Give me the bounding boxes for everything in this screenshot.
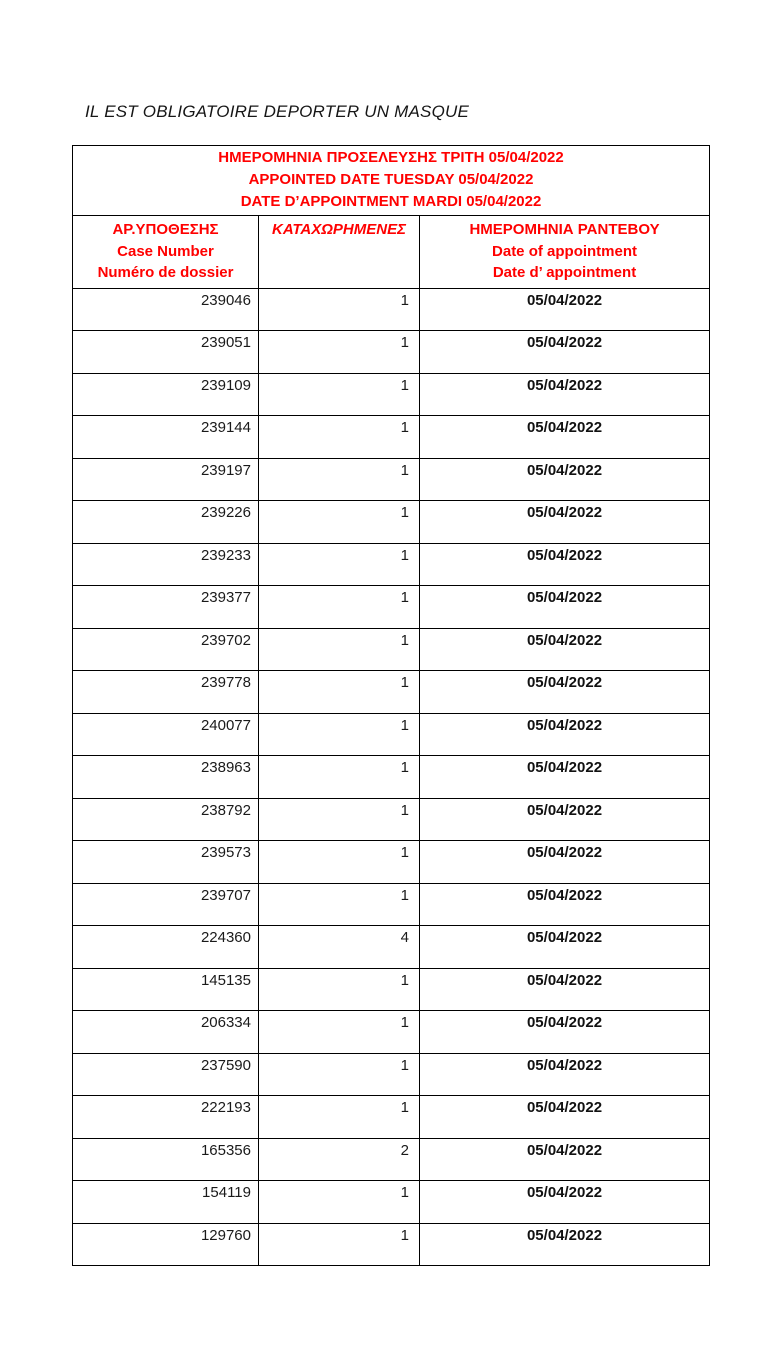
appointment-date-cell: 05/04/2022 [420, 926, 710, 969]
column-header-row [73, 216, 710, 289]
table-row [73, 1181, 710, 1224]
table-row [73, 713, 710, 756]
registered-count-cell: 1 [259, 968, 420, 1011]
appointment-date-cell: 05/04/2022 [420, 501, 710, 544]
table-row [73, 1096, 710, 1139]
case-number-cell: 239197 [73, 458, 259, 501]
case-number-cell: 238963 [73, 756, 259, 799]
appointments-table [72, 145, 710, 1266]
case-number-cell: 240077 [73, 713, 259, 756]
appointment-date-cell: 05/04/2022 [420, 586, 710, 629]
appointment-date-cell: 05/04/2022 [420, 331, 710, 374]
appointment-date-cell: 05/04/2022 [420, 288, 710, 331]
registered-count-cell: 4 [259, 926, 420, 969]
table-row [73, 1138, 710, 1181]
header-line: Case Number [117, 242, 214, 260]
table-row [73, 968, 710, 1011]
case-number-cell: 239233 [73, 543, 259, 586]
banner-line-english: APPOINTED DATE TUESDAY 05/04/2022 [248, 171, 534, 188]
case-number-cell: 239707 [73, 883, 259, 926]
case-number-cell: 224360 [73, 926, 259, 969]
table-row [73, 628, 710, 671]
header-line: ΗΜΕΡΟΜΗΝΙΑ ΡΑΝΤΕΒΟΥ [469, 221, 660, 238]
appointment-date-cell: 05/04/2022 [420, 883, 710, 926]
appointment-date-cell: 05/04/2022 [420, 713, 710, 756]
appointment-date-cell: 05/04/2022 [420, 968, 710, 1011]
table-row [73, 1011, 710, 1054]
case-number-cell: 145135 [73, 968, 259, 1011]
banner-cell [73, 146, 710, 216]
registered-count-cell: 1 [259, 458, 420, 501]
col-header-case-number [73, 216, 259, 289]
registered-count-cell: 1 [259, 1223, 420, 1266]
table-row [73, 416, 710, 459]
case-number-cell: 239377 [73, 586, 259, 629]
banner-line-french: DATE D’APPOINTMENT MARDI 05/04/2022 [240, 193, 542, 210]
registered-count-cell: 1 [259, 883, 420, 926]
appointment-date-cell: 05/04/2022 [420, 543, 710, 586]
registered-count-cell: 1 [259, 798, 420, 841]
case-number-cell: 129760 [73, 1223, 259, 1266]
registered-count-cell: 1 [259, 331, 420, 374]
table-row [73, 373, 710, 416]
table-row [73, 883, 710, 926]
registered-count-cell: 1 [259, 671, 420, 714]
registered-count-cell: 1 [259, 1011, 420, 1054]
table-row [73, 841, 710, 884]
col-header-appointment-date [420, 216, 710, 289]
header-line: Date of appointment [492, 242, 638, 260]
col-header-registered [259, 216, 420, 289]
registered-count-cell: 1 [259, 713, 420, 756]
case-number-cell: 239226 [73, 501, 259, 544]
registered-count-cell: 2 [259, 1138, 420, 1181]
registered-count-cell: 1 [259, 501, 420, 544]
table-row [73, 1053, 710, 1096]
case-number-cell: 222193 [73, 1096, 259, 1139]
table-row [73, 288, 710, 331]
table-row [73, 926, 710, 969]
registered-count-cell: 1 [259, 1053, 420, 1096]
registered-count-cell: 1 [259, 756, 420, 799]
mask-notice-title: IL EST OBLIGATOIRE DEPORTER UN MASQUE [85, 102, 470, 121]
case-number-cell: 239573 [73, 841, 259, 884]
case-number-cell: 239778 [73, 671, 259, 714]
table-row [73, 586, 710, 629]
case-number-cell: 239051 [73, 331, 259, 374]
appointment-date-cell: 05/04/2022 [420, 756, 710, 799]
appointment-date-cell: 05/04/2022 [420, 1096, 710, 1139]
banner-row [73, 146, 710, 216]
case-number-cell: 206334 [73, 1011, 259, 1054]
table-row [73, 458, 710, 501]
table-row [73, 756, 710, 799]
appointment-date-cell: 05/04/2022 [420, 416, 710, 459]
appointment-date-cell: 05/04/2022 [420, 798, 710, 841]
header-line: Numéro de dossier [97, 264, 234, 281]
registered-count-cell: 1 [259, 288, 420, 331]
registered-count-cell: 1 [259, 1181, 420, 1224]
header-line: ΑΡ.ΥΠΟΘΕΣΗΣ [112, 221, 219, 238]
case-number-cell: 165356 [73, 1138, 259, 1181]
appointment-date-cell: 05/04/2022 [420, 1011, 710, 1054]
registered-count-cell: 1 [259, 373, 420, 416]
case-number-cell: 239109 [73, 373, 259, 416]
banner-line-greek: ΗΜΕΡΟΜΗΝΙΑ ΠΡΟΣΕΛΕΥΣΗΣ ΤΡΙΤΗ 05/04/2022 [218, 149, 564, 166]
case-number-cell: 238792 [73, 798, 259, 841]
appointment-date-cell: 05/04/2022 [420, 1223, 710, 1266]
case-number-cell: 239046 [73, 288, 259, 331]
appointment-date-cell: 05/04/2022 [420, 1138, 710, 1181]
table-row [73, 501, 710, 544]
appointment-date-cell: 05/04/2022 [420, 671, 710, 714]
appointment-date-cell: 05/04/2022 [420, 628, 710, 671]
appointment-date-cell: 05/04/2022 [420, 1053, 710, 1096]
appointment-date-cell: 05/04/2022 [420, 373, 710, 416]
table-row [73, 1223, 710, 1266]
appointment-date-cell: 05/04/2022 [420, 841, 710, 884]
table-row [73, 671, 710, 714]
header-line: Date d’ appointment [492, 264, 637, 281]
case-number-cell: 239144 [73, 416, 259, 459]
registered-count-cell: 1 [259, 841, 420, 884]
table-row [73, 798, 710, 841]
table-row [73, 331, 710, 374]
header-line: ΚΑΤΑΧΩΡΗΜΕΝΕΣ [272, 221, 406, 238]
table-body [73, 288, 710, 1266]
case-number-cell: 237590 [73, 1053, 259, 1096]
case-number-cell: 154119 [73, 1181, 259, 1224]
case-number-cell: 239702 [73, 628, 259, 671]
table-row [73, 543, 710, 586]
registered-count-cell: 1 [259, 416, 420, 459]
registered-count-cell: 1 [259, 1096, 420, 1139]
registered-count-cell: 1 [259, 586, 420, 629]
appointment-date-cell: 05/04/2022 [420, 1181, 710, 1224]
appointment-date-cell: 05/04/2022 [420, 458, 710, 501]
registered-count-cell: 1 [259, 543, 420, 586]
registered-count-cell: 1 [259, 628, 420, 671]
